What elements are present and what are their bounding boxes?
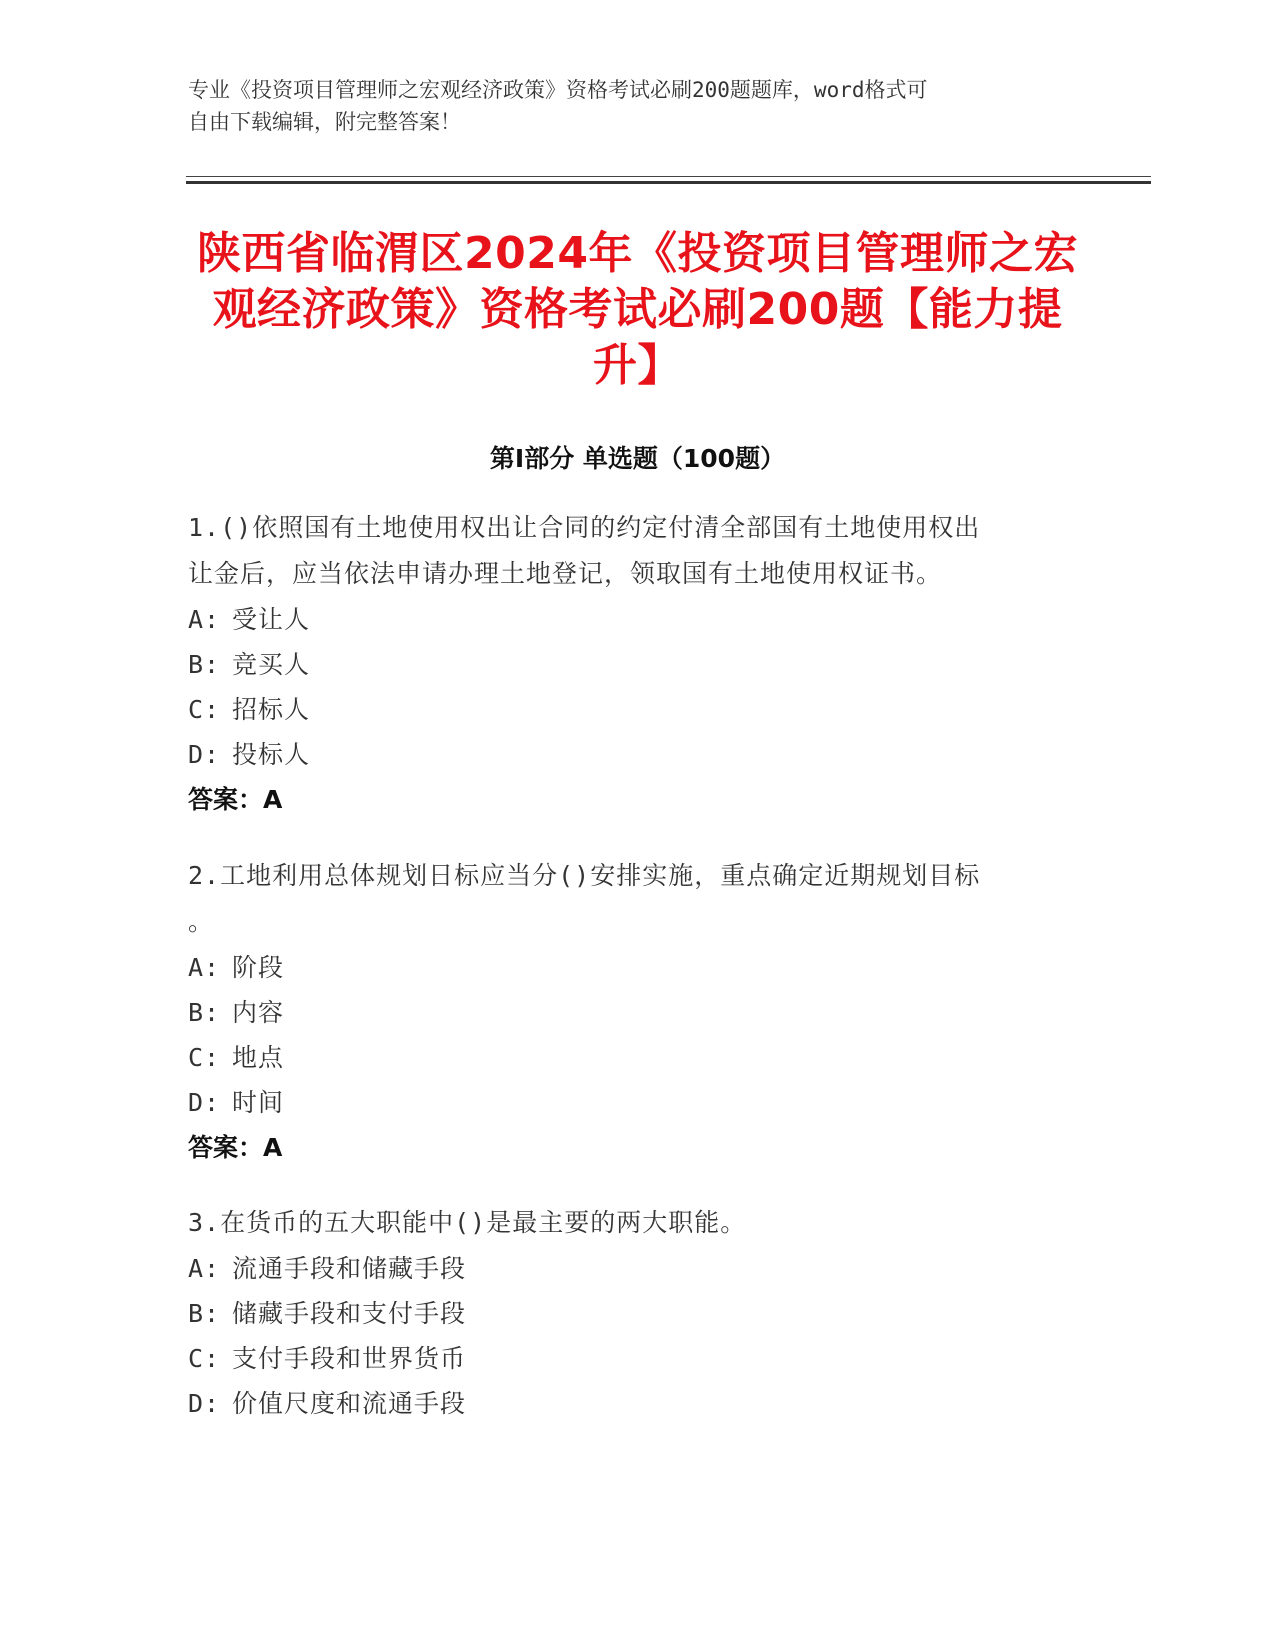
header-note (188, 74, 1088, 138)
option-letter: A: (188, 605, 221, 634)
question-3 (188, 1200, 1068, 1426)
option-letter: B: (188, 1299, 221, 1328)
option-letter: D: (188, 1088, 221, 1117)
option-text: 储藏手段和支付手段 (232, 1299, 467, 1328)
option-d (188, 1381, 1068, 1426)
question-text (188, 853, 1068, 945)
question-text (188, 1200, 1068, 1246)
answer-line: 答案：A (188, 1133, 283, 1162)
document-title (150, 226, 1125, 394)
option-text: 招标人 (232, 695, 311, 724)
question-text-line-2: 让金后，应当依法申请办理土地登记，领取国有土地使用权证书。 (188, 559, 943, 588)
option-c (188, 1035, 1068, 1080)
question-text (188, 505, 1068, 597)
option-text: 阶段 (232, 953, 285, 982)
question-1 (188, 505, 1068, 823)
option-text: 支付手段和世界货币 (232, 1344, 467, 1373)
option-letter: A: (188, 953, 221, 982)
option-text: 地点 (232, 1043, 285, 1072)
answer-line: 答案：A (188, 785, 283, 814)
option-letter: C: (188, 1043, 221, 1072)
option-text: 竞买人 (232, 650, 311, 679)
option-a (188, 945, 1068, 990)
question-2 (188, 853, 1068, 1171)
option-letter: B: (188, 650, 221, 679)
document-title-line-1: 陕西省临渭区2024年《投资项目管理师之宏 (197, 228, 1078, 279)
option-d (188, 732, 1068, 777)
question-text-line-1: 2.工地利用总体规划日标应当分()安排实施，重点确定近期规划目标 (188, 861, 981, 890)
option-text: 投标人 (232, 740, 311, 769)
header-divider-thin (186, 176, 1151, 177)
section-heading: 第Ⅰ部分 单选题（100题） (489, 444, 786, 473)
question-text-line-2: 。 (188, 907, 215, 936)
option-letter: B: (188, 998, 221, 1027)
option-text: 时间 (232, 1088, 285, 1117)
option-a (188, 1246, 1068, 1291)
option-letter: A: (188, 1254, 221, 1283)
option-c (188, 1336, 1068, 1381)
option-b (188, 990, 1068, 1035)
header-note-line-1: 专业《投资项目管理师之宏观经济政策》资格考试必刷200题题库，word格式可 (188, 78, 928, 102)
option-letter: D: (188, 740, 221, 769)
option-b (188, 1291, 1068, 1336)
option-text: 价值尺度和流通手段 (232, 1389, 467, 1418)
option-d (188, 1080, 1068, 1125)
header-note-line-2: 自由下载编辑，附完整答案！ (188, 110, 461, 134)
header-divider-thick (186, 181, 1151, 184)
document-title-line-3: 升】 (593, 340, 682, 391)
option-a (188, 597, 1068, 642)
option-b (188, 642, 1068, 687)
option-text: 流通手段和储藏手段 (232, 1254, 467, 1283)
option-text: 内容 (232, 998, 285, 1027)
question-text-line-1: 1.()依照国有土地使用权出让合同的约定付清全部国有土地使用权出 (188, 513, 981, 542)
option-c (188, 687, 1068, 732)
option-text: 受让人 (232, 605, 311, 634)
question-text-line-1: 3.在货币的五大职能中()是最主要的两大职能。 (188, 1208, 747, 1237)
document-title-line-2: 观经济政策》资格考试必刷200题【能力提 (212, 284, 1063, 335)
option-letter: C: (188, 1344, 221, 1373)
option-letter: D: (188, 1389, 221, 1418)
option-letter: C: (188, 695, 221, 724)
